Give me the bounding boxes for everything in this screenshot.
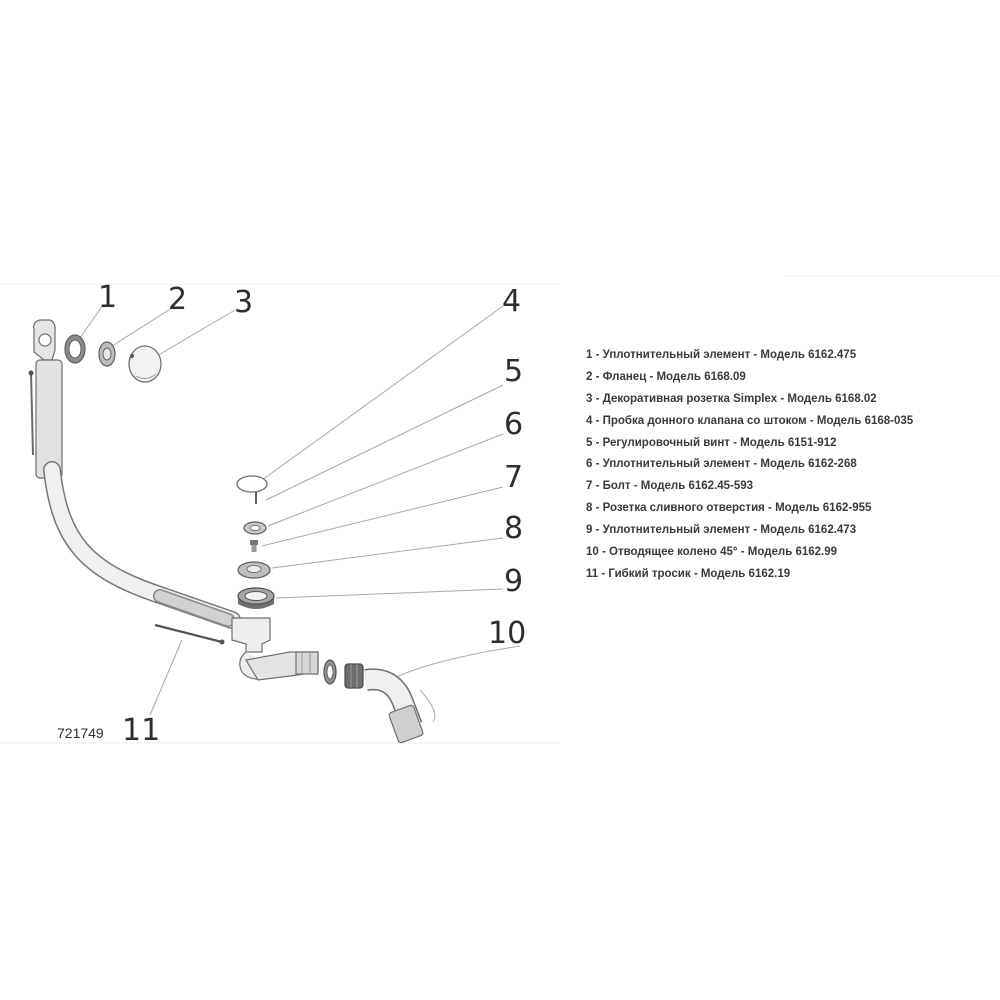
leader-line-9	[276, 589, 503, 598]
callout-9: 9	[504, 564, 524, 599]
leader-line-5	[266, 385, 503, 500]
part-3-rosette	[129, 346, 161, 382]
part-7-bolt	[250, 540, 258, 552]
parts-list-item-7: 7 - Болт - Модель 6162.45-593	[586, 480, 754, 493]
elbow-nut	[345, 664, 363, 688]
callout-7: 7	[504, 460, 524, 495]
leader-line-10	[390, 646, 520, 680]
leader-line-11	[150, 640, 182, 715]
part-9-seal	[238, 588, 274, 609]
callout-1: 1	[98, 280, 118, 315]
leader-line-3	[150, 310, 235, 360]
part-6-seal	[244, 522, 266, 534]
parts-list	[586, 345, 996, 586]
leader-line-2	[112, 308, 172, 346]
parts-list-item-10: 10 - Отводящее колено 45° - Модель 6162.99	[586, 546, 838, 559]
part-1-seal-ring	[65, 335, 85, 363]
parts-list-item-8: 8 - Розетка сливного отверстия - Модель 6162-955	[586, 502, 872, 515]
bowden-cable-end	[155, 625, 222, 642]
parts-list-item-4: 4 - Пробка донного клапана со штоком - Модель 6168-035	[586, 414, 914, 427]
parts-list-item-3: 3 - Декоративная розетка Simplex - Модель 6168.02	[586, 392, 877, 405]
overflow-rod	[31, 372, 33, 455]
callout-6: 6	[504, 407, 524, 442]
callout-8: 8	[504, 511, 524, 546]
callout-11: 11	[122, 713, 161, 748]
leader-line-8	[272, 538, 503, 568]
overflow-assembly	[29, 320, 63, 478]
elbow-seal	[324, 660, 336, 684]
overflow-outlet-ring	[39, 334, 51, 346]
part-10-elbow	[366, 679, 424, 743]
parts-list-item-5: 5 - Регулировочный винт - Модель 6151-912	[586, 436, 837, 449]
callout-numbers	[98, 280, 526, 748]
leader-line-7	[262, 487, 503, 546]
bowden-cable-tip	[220, 640, 225, 645]
part-8-drain-rosette	[238, 562, 270, 578]
part-4-stopper	[237, 476, 267, 504]
parts-list-item-9: 9 - Уплотнительный элемент - Модель 6162.473	[586, 524, 857, 537]
diagram-code: 721749	[57, 725, 104, 741]
parts-list-item-2: 2 - Фланец - Модель 6168.09	[586, 370, 746, 383]
leader-line-10b	[420, 690, 435, 722]
callout-5: 5	[504, 354, 524, 389]
overflow-rod-tip	[29, 371, 34, 376]
callout-4: 4	[502, 284, 522, 319]
parts-list-item-1: 1 - Уплотнительный элемент - Модель 6162.475	[586, 349, 857, 361]
overflow-cable-sleeve	[36, 360, 62, 478]
parts-list-item-6: 6 - Уплотнительный элемент - Модель 6162-268	[586, 458, 857, 471]
part-2-flange	[99, 342, 115, 366]
parts-list-item-11: 11 - Гибкий тросик - Модель 6162.19	[586, 567, 791, 580]
drain-body	[232, 618, 318, 680]
callout-10: 10	[488, 616, 527, 651]
callout-2: 2	[168, 282, 188, 317]
leader-line-4	[262, 306, 503, 480]
callout-3: 3	[234, 285, 254, 320]
leader-line-6	[268, 434, 503, 526]
